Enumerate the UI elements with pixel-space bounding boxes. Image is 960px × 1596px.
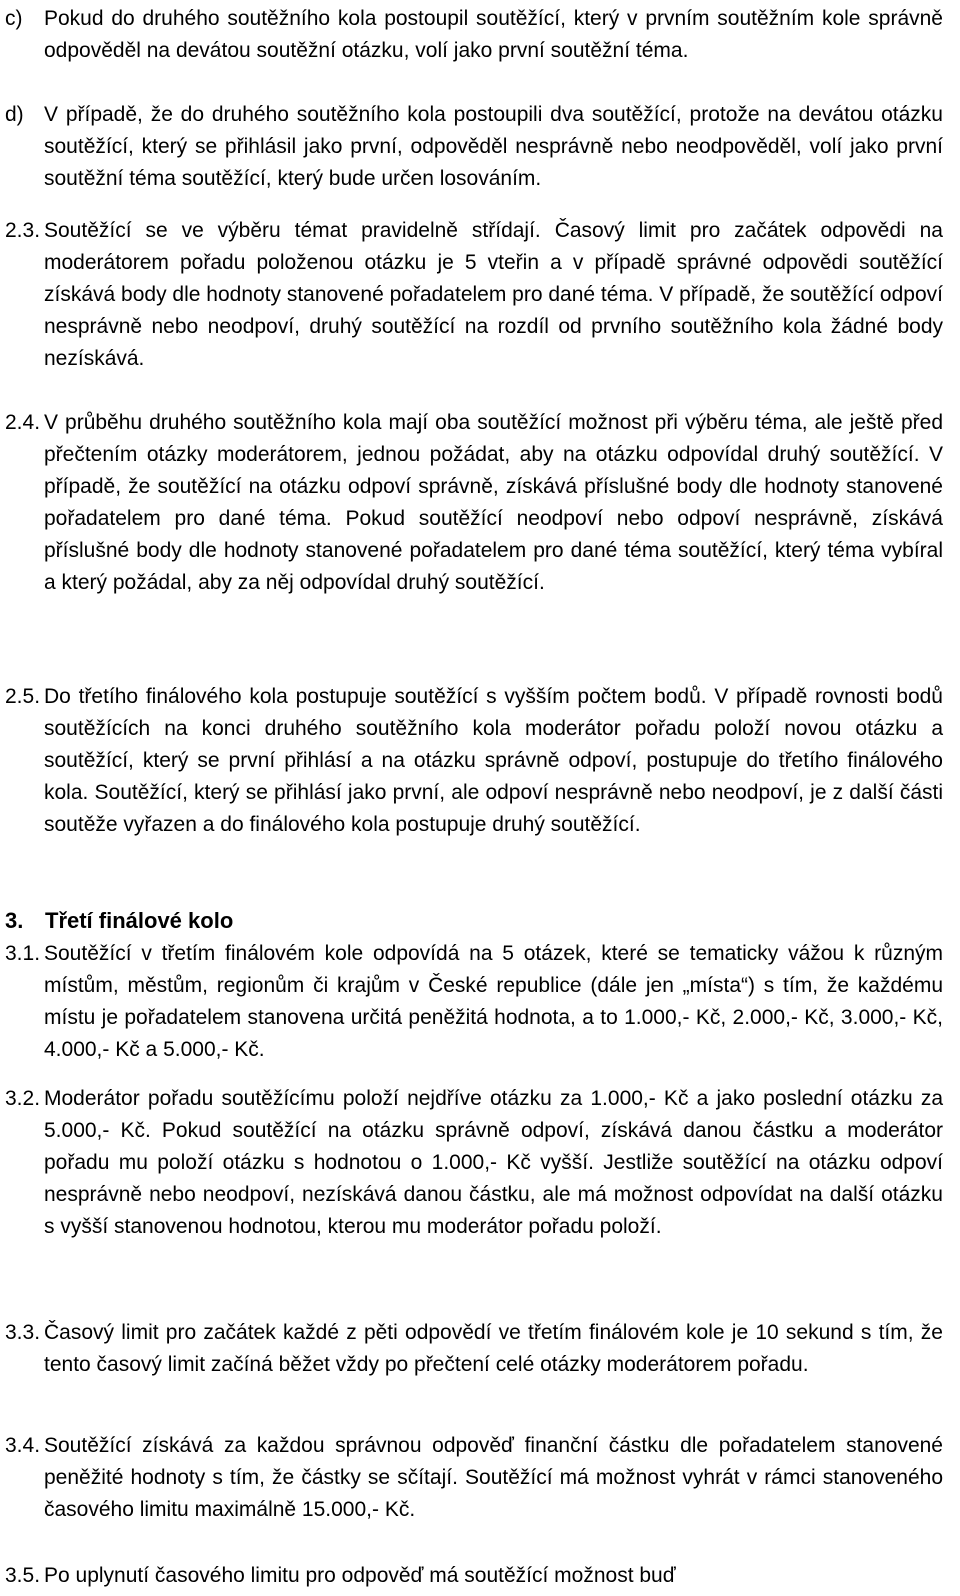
clause-2-3-label: 2.3. [5, 219, 41, 242]
item-d-text: V případě, že do druhého soutěžního kola postoupili dva soutěžící, protože na devátou otázku soutěžící, který se přihlásil jako první, odpověděl nesprávně nebo neodpověděl, volí jako první soutěžní téma soutěžící, který bude určen losováním. [44, 103, 943, 190]
clause-2-5-label: 2.5. [5, 685, 41, 708]
clause-3-5-label: 3.5. [5, 1564, 41, 1587]
clause-2-5-text: Do třetího finálového kola postupuje soutěžící s vyšším počtem bodů. V případě rovnosti bodů soutěžících na konci druhého soutěžního kola moderátor pořadu položí novou otázku a soutěžící, který se první přihlásí a na otázku správně odpoví, postupuje do třetího finálového kola. Soutěžící, který se přihlásí jako první, ale odpoví nesprávně nebo neodpoví, je z další části soutěže vyřazen a do finálového kola postupuje druhý soutěžící. [44, 685, 943, 836]
clause-3-2-text: Moderátor pořadu soutěžícímu položí nejdříve otázku za 1.000,- Kč a jako poslední otázku za 5.000,- Kč. Pokud soutěžící na otázku správně odpoví, získává danou částku a moderátor pořadu mu položí otázku s hodnotou o 1.000,- Kč vyšší. Jestliže soutěžící na otázku odpoví nesprávně nebo neodpoví, nezískává danou částku, ale má možnost odpovídat na další otázku s vyšší stanovenou hodnotou, kterou mu moderátor pořadu položí. [44, 1087, 943, 1238]
clause-3-1-text: Soutěžící v třetím finálovém kole odpovídá na 5 otázek, které se tematicky vážou k různým místům, městům, regionům či krajům v České republice (dále jen „místa“) s tím, že každému místu je pořadatelem stanovena určitá peněžitá hodnota, a to 1.000,- Kč, 2.000,- Kč, 3.000,- Kč, 4.000,- Kč a 5.000,- Kč. [44, 942, 943, 1061]
clause-2-4-text: V průběhu druhého soutěžního kola mají oba soutěžící možnost při výběru téma, ale ještě před přečtením otázky moderátorem, jednou požádat, aby na otázku odpovídal druhý soutěžící. V případě, že soutěžící na otázku odpoví správně, získává příslušné body dle hodnoty stanovené pořadatelem pro dané téma. Pokud soutěžící neodpoví nebo odpoví nesprávně, získává příslušné body dle hodnoty stanovené pořadatelem pro dané téma soutěžící, který téma vybíral a který požádal, aby za něj odpovídal druhý soutěžící. [44, 411, 943, 594]
clause-3-2-label: 3.2. [5, 1087, 41, 1110]
clause-3-4-text: Soutěžící získává za každou správnou odpověď finanční částku dle pořadatelem stanovené peněžité hodnoty s tím, že částky se sčítají. Soutěžící má možnost vyhrát v rámci stanoveného časového limitu maximálně 15.000,- Kč. [44, 1434, 943, 1521]
clause-3-5-text: Po uplynutí časového limitu pro odpověď má soutěžící možnost buď [44, 1564, 676, 1587]
clause-3-4-label: 3.4. [5, 1434, 41, 1457]
clause-3-1-label: 3.1. [5, 942, 41, 965]
item-c-label: c) [5, 7, 23, 30]
clause-3-3-label: 3.3. [5, 1321, 41, 1344]
section-3-heading [5, 905, 233, 937]
item-c-text: Pokud do druhého soutěžního kola postoupil soutěžící, který v prvním soutěžním kole správně odpověděl na devátou soutěžní otázku, volí jako první soutěžní téma. [44, 7, 943, 62]
item-d-label: d) [5, 103, 24, 126]
section-3-number: 3. [5, 908, 24, 933]
clause-3-3-text: Časový limit pro začátek každé z pěti odpovědí ve třetím finálovém kole je 10 sekund s tím, že tento časový limit začíná běžet vždy po přečtení celé otázky moderátorem pořadu. [44, 1321, 943, 1376]
clause-2-3-text: Soutěžící se ve výběru témat pravidelně střídají. Časový limit pro začátek odpovědi na moderátorem pořadu položenou otázku je 5 vteřin a v případě správné odpovědi soutěžící získává body dle hodnoty stanovené pořadatelem pro dané téma. V případě, že soutěžící odpoví nesprávně nebo neodpoví, druhý soutěžící na rozdíl od prvního soutěžního kola žádné body nezískává. [44, 219, 943, 370]
clause-2-4-label: 2.4. [5, 411, 41, 434]
section-3-title: Třetí finálové kolo [45, 908, 234, 933]
